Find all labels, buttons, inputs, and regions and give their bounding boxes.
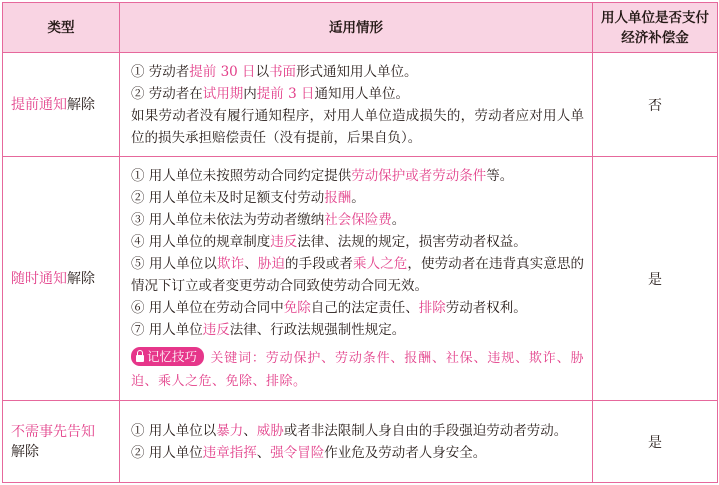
table-row <box>3 401 718 483</box>
situation-line: ③ 用人单位未依法为劳动者缴纳社会保险费。 <box>131 211 406 228</box>
header-type: 类型 <box>3 3 120 53</box>
memory-tip-badge <box>131 347 204 366</box>
table-row <box>3 157 718 401</box>
compensation-cell: 否 <box>593 53 718 157</box>
memory-tip-keywords: 关键词：劳动保护、劳动条件、报酬、社保、违规、欺诈、胁迫、乘人之危、免除、排除。 <box>131 350 584 389</box>
situation-line: ① 用人单位以暴力、威胁或者非法限制人身自由的手段强迫劳动者劳动。 <box>131 422 568 439</box>
situation-line: ④ 用人单位的规章制度违反法律、法规的规定，损害劳动者权益。 <box>131 233 527 250</box>
situation-line: ⑥ 用人单位在劳动合同中免除自己的法定责任、排除劳动者权利。 <box>131 299 527 316</box>
type-cell <box>3 401 120 483</box>
compensation-cell: 是 <box>593 157 718 401</box>
table-row <box>3 53 718 157</box>
situation-line: ② 劳动者在试用期内提前 3 日通知用人单位。 <box>131 85 409 102</box>
type-suffix: 解除 <box>67 270 95 287</box>
type-suffix: 解除 <box>67 96 95 113</box>
situation-cell <box>120 401 593 483</box>
situation-line: ⑤ 用人单位以欺诈、胁迫的手段或者乘人之危，使劳动者在违背真实意思的情况下订立或者变更劳动合同致使劳动合同无效。 <box>131 255 585 294</box>
type-cell <box>3 53 120 157</box>
situation-cell <box>120 157 593 401</box>
lock-icon <box>136 355 144 362</box>
type-keyword: 不需事先告知 <box>11 423 95 440</box>
compensation-cell: 是 <box>593 401 718 483</box>
type-keyword: 随时通知 <box>11 270 67 287</box>
memory-tip-label: 记忆技巧 <box>147 348 198 364</box>
memory-tip <box>131 347 584 393</box>
situation-line: ② 用人单位未及时足额支付劳动报酬。 <box>131 189 365 206</box>
header-row <box>3 3 718 53</box>
situation-line: ② 用人单位违章指挥、强令冒险作业危及劳动者人身安全。 <box>131 444 487 461</box>
type-suffix: 解除 <box>11 443 39 460</box>
type-keyword: 提前通知 <box>11 96 67 113</box>
situation-line: ⑦ 用人单位违反法律、行政法规强制性规定。 <box>131 321 406 338</box>
termination-table <box>2 2 718 483</box>
situation-cell <box>120 53 593 157</box>
situation-note: 如果劳动者没有履行通知程序，对用人单位造成损失的，劳动者应对用人单位的损失承担赔偿责任（没有提前，后果自负）。 <box>131 107 584 146</box>
header-situation: 适用情形 <box>120 3 593 53</box>
situation-line: ① 劳动者提前 30 日以书面形式通知用人单位。 <box>131 63 418 80</box>
type-cell <box>3 157 120 401</box>
situation-line: ① 用人单位未按照劳动合同约定提供劳动保护或者劳动条件等。 <box>131 167 514 184</box>
header-compensation: 用人单位是否支付经济补偿金 <box>593 3 718 53</box>
